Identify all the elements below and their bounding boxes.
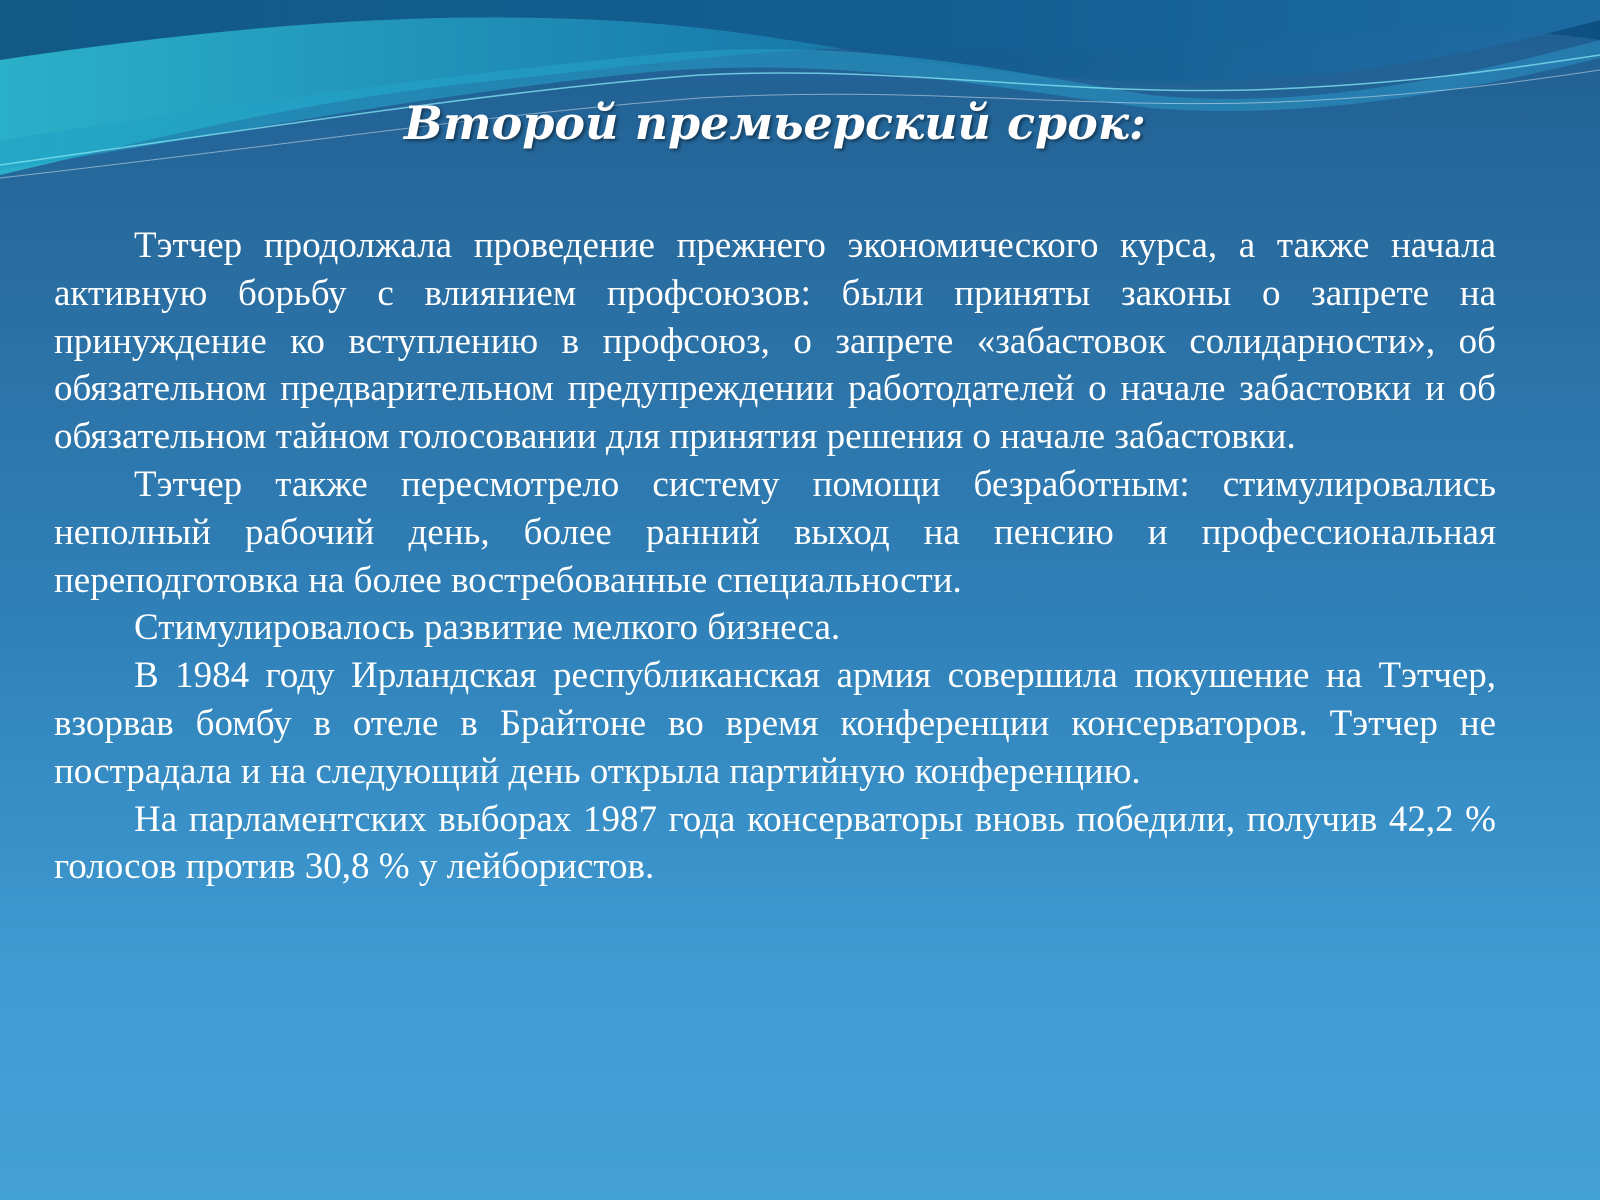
paragraph-unemployment: Тэтчер также пересмотрело систему помощи безработным: стимулировались неполный рабочий день, более ранний выход на пенсию и профессиональная переподготовка на более востребованные специальности. [54,463,1496,601]
paragraph-small-business: Стимулировалось развитие мелкого бизнеса. [134,607,841,649]
paragraph-1987-election: На парламентских выборах 1987 года консерваторы вновь победили, получив 42,2 % голосов против 30,8 % у лейбористов. [54,798,1496,888]
paragraph-union-laws: Тэтчер продолжала проведение прежнего экономического курса, а также начала активную борьбу с влиянием профсоюзов: были приняты законы о запрете на принуждение ко вступлению в профсоюз, о запрете «забастовок солидарности», об обязательном предварительном предупреждении работодателей о начале забастовки и об обязательном тайном голосовании для принятия решения о начале забастовки. [54,225,1496,458]
slide-body [54,222,1496,891]
paragraph-brighton-bombing: В 1984 году Ирландская республиканская армия совершила покушение на Тэтчер, взорвав бомбу в отеле в Брайтоне во время конференции консерваторов. Тэтчер не пострадала и на следующий день открыла партийную конференцию. [54,655,1496,792]
slide-title: Второй премьерский срок: [404,96,1146,150]
